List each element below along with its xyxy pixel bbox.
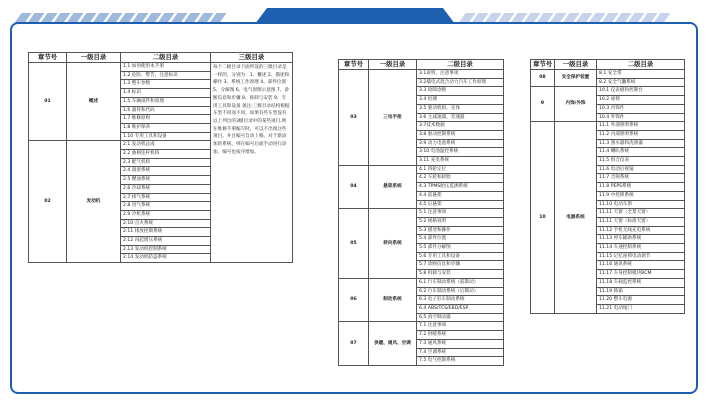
section-item: 2.7 排气系统 <box>121 193 211 202</box>
section-item: 6.1 行车制动系统（前制动） <box>417 278 504 287</box>
table-row <box>339 322 504 331</box>
section-item: 5.6 专用工具和设备 <box>417 252 504 261</box>
section-item: 4.2 车轮和轮胎 <box>417 174 504 183</box>
table-header-row <box>531 60 685 70</box>
section-item: 2.12 再起增压系统 <box>121 237 211 246</box>
section-item: 11.21 电动尾门 <box>597 304 685 313</box>
chapter-title: 电器系统 <box>555 122 597 313</box>
chapter-number: 06 <box>339 278 369 322</box>
section-item: 2.6 冷却系统 <box>121 184 211 193</box>
table-header-row <box>339 60 504 70</box>
chapter-number: 9 <box>531 87 555 122</box>
header-chapter: 章节号 <box>29 53 67 63</box>
section-item: 1.1 如何使用本手册 <box>121 63 211 72</box>
header-level3: 三级目录 <box>211 53 293 63</box>
section-item: 3.3 故障诊断 <box>417 87 504 96</box>
section-item: 11.2 内部照明系统 <box>597 130 685 139</box>
header-level2: 二级目录 <box>597 60 685 70</box>
section-item: 2.4 润滑系统 <box>121 167 211 176</box>
section-item: 6.3 电子驻车制动系统 <box>417 296 504 305</box>
section-item: 11.9 中控锁系统 <box>597 191 685 200</box>
table-row <box>339 70 504 79</box>
header-decoration-left <box>18 8 248 18</box>
section-item: 8.2 安全气囊系统 <box>597 78 685 87</box>
section-item: 3.11 充电系统 <box>417 157 504 166</box>
chapter-title: 概述 <box>67 63 121 141</box>
chapter-title: 内饰/外饰 <box>555 87 597 122</box>
section-item: 1.6 器件和代码 <box>121 106 211 115</box>
section-item: 2.1 发动机总成 <box>121 141 211 150</box>
section-item: 11.10 电动车窗 <box>597 200 685 209</box>
section-item: 3.4 检测 <box>417 96 504 105</box>
section-item: 4.1 四轮定位 <box>417 165 504 174</box>
section-item: 3.5 驱动机构、壳体 <box>417 104 504 113</box>
section-item: 1.7 维修原则 <box>121 115 211 124</box>
chapter-title: 三电手册 <box>369 70 417 166</box>
chapter-number: 02 <box>29 141 67 263</box>
section-item: 2.9 冷机系统 <box>121 210 211 219</box>
section-item: 11.19 除霜 <box>597 287 685 296</box>
table-header-row <box>29 53 293 63</box>
section-item: 3.10 电池温控系统 <box>417 148 504 157</box>
header-decoration-right <box>462 8 692 18</box>
chapter-number: 05 <box>339 209 369 279</box>
toc-table-right <box>530 59 685 314</box>
section-item: 11.11 天窗（全景天窗） <box>597 209 685 218</box>
section-item: 2.3 配气机构 <box>121 158 211 167</box>
section-item: 11.8 PEPS系统 <box>597 183 685 192</box>
chapter-number: 01 <box>29 63 67 141</box>
section-item: 6.5 真空制动器 <box>417 313 504 322</box>
section-item: 3.6 主减速器、差速器 <box>417 113 504 122</box>
section-item: 11.1 外部照明系统 <box>597 122 685 131</box>
section-item: 7.2 供暖系统 <box>417 331 504 340</box>
section-item: 11.11 天窗（标准天窗） <box>597 217 685 226</box>
section-item: 1.2 危险、警告、注意标识 <box>121 71 211 80</box>
toc-table-left <box>28 52 293 263</box>
section-item: 6.2 行车制动系统（后制动） <box>417 287 504 296</box>
section-item: 3.8 驱动控制系统 <box>417 130 504 139</box>
section-item: 11.5 组合仪表 <box>597 157 685 166</box>
header-chapter: 章节号 <box>339 60 369 70</box>
section-item: 2.14 发动机防盗系统 <box>121 254 211 263</box>
chapter-number: 03 <box>339 70 369 166</box>
chapter-title: 悬架系统 <box>369 165 417 209</box>
toc-table-middle <box>338 59 504 366</box>
header-chapter: 章节号 <box>531 60 555 70</box>
section-item: 11.17 车身控制模块BCM <box>597 270 685 279</box>
section-item: 2.2 曲柄连杆机构 <box>121 150 211 159</box>
section-item: 7.1 注意事项 <box>417 322 504 331</box>
section-item: 2.8 进气系统 <box>121 202 211 211</box>
section-item: 5.2 规格说明 <box>417 217 504 226</box>
chapter-number: 10 <box>531 122 555 313</box>
section-item: 3.1说明、注意事项 <box>417 70 504 79</box>
section-item: 3.2插电式混合动力汽车工作原理 <box>417 78 504 87</box>
section-item: 1.8 维护保养 <box>121 123 211 132</box>
section-item: 1.10 专用工具和设备 <box>121 132 211 141</box>
table-row <box>531 122 685 131</box>
table-row <box>531 87 685 96</box>
header-level1: 一级目录 <box>67 53 121 63</box>
section-item: 11.18 车载监控系统 <box>597 278 685 287</box>
section-item: 2.5 燃油系统 <box>121 176 211 185</box>
section-item: 5.8 拆卸与安装 <box>417 270 504 279</box>
section-item: 5.7 诊断信息和步骤 <box>417 261 504 270</box>
section-item: 2.13 发动机控制系统 <box>121 245 211 254</box>
chapter-title: 发动机 <box>67 141 121 263</box>
chapter-title: 转向系统 <box>369 209 417 279</box>
chapter-title: 供暖、通风、空调 <box>369 322 417 366</box>
section-item: 7.4 空调系统 <box>417 348 504 357</box>
table-row <box>29 63 293 72</box>
section-item: 2.10 点火系统 <box>121 219 211 228</box>
section-item: 7.5 电气控制系统 <box>417 357 504 366</box>
section-item: 2.11 排放控制系统 <box>121 228 211 237</box>
section-item: 5.3 描述和操作 <box>417 226 504 235</box>
section-item: 11.13 停车辅助系统 <box>597 235 685 244</box>
header-level1: 一级目录 <box>555 60 597 70</box>
header-level1: 一级目录 <box>369 60 417 70</box>
chapter-title: 安全保护装置 <box>555 70 597 87</box>
section-item: 11.3 刮水器和洗涤器 <box>597 139 685 148</box>
section-item: 3.9 动力电池系统 <box>417 139 504 148</box>
section-item: 3.7技术数据 <box>417 122 504 131</box>
section-item: 8.1 安全带 <box>597 70 685 79</box>
section-item: 10.2 座椅 <box>597 96 685 105</box>
section-item: 11.6 电动后视镜 <box>597 165 685 174</box>
section-item: 6.4 ABS/TCS/EBD/ESP <box>417 304 504 313</box>
chapter-title: 制动系统 <box>369 278 417 322</box>
table-row <box>531 70 685 79</box>
section-item: 7.3 通风系统 <box>417 339 504 348</box>
section-item: 10.3 内饰件 <box>597 104 685 113</box>
chapter-number: 07 <box>339 322 369 366</box>
section-item: 5.5 部件分解图 <box>417 244 504 253</box>
section-item: 5.4 部件位置 <box>417 235 504 244</box>
section-item: 4.5 后悬架 <box>417 200 504 209</box>
table-row <box>339 165 504 174</box>
section-item: 11.15 记忆座椅电动调节 <box>597 252 685 261</box>
section-item: 11.7 音频系统 <box>597 174 685 183</box>
section-item: 1.3 整车参数 <box>121 80 211 89</box>
chapter-number: 08 <box>531 70 555 87</box>
section-item: 10.4 外饰件 <box>597 113 685 122</box>
section-item: 1.4 标识 <box>121 89 211 98</box>
section-item: 4.3 TPMS胎压监测系统 <box>417 183 504 192</box>
section-item: 11.16 通讯系统 <box>597 261 685 270</box>
level3-description: 每个二级目录下面所设的三级目录是一样的，分别为：1、概述 2、描述和操作 3、系统工作原理 4、部件位置 5、分解图 6、电气原理示意图 7、诊断信息和步骤 8、拆卸与安装 9、专用工具和设备 备注:三级目录结构根据车型不同而不同。如果有些车型没有以上列出的3级目录中的某些项目,则在维修手册编写时，可以不出现这些项目。并且编号自动上移。对于新添加的系统，则在编号后面手动进行添加，编号也按序增加。 <box>211 63 293 263</box>
section-item: 11.4 喇叭系统 <box>597 148 685 157</box>
section-item: 11.14 车速控制系统 <box>597 244 685 253</box>
section-item: 4.4 前悬架 <box>417 191 504 200</box>
toc-middle-body <box>339 60 504 366</box>
header-level2: 二级目录 <box>417 60 504 70</box>
toc-left-body <box>29 53 293 263</box>
section-item: 10.1 仪表板和控制台 <box>597 87 685 96</box>
section-item: 11.20 整车电源 <box>597 296 685 305</box>
header-level2: 二级目录 <box>121 53 211 63</box>
table-row <box>339 278 504 287</box>
table-row <box>339 209 504 218</box>
section-item: 11.12 手机无线充电系统 <box>597 226 685 235</box>
section-item: 5.1 注意事项 <box>417 209 504 218</box>
toc-right-body <box>531 60 685 314</box>
section-item: 1.5 车辆部件和原理 <box>121 97 211 106</box>
chapter-number: 04 <box>339 165 369 209</box>
